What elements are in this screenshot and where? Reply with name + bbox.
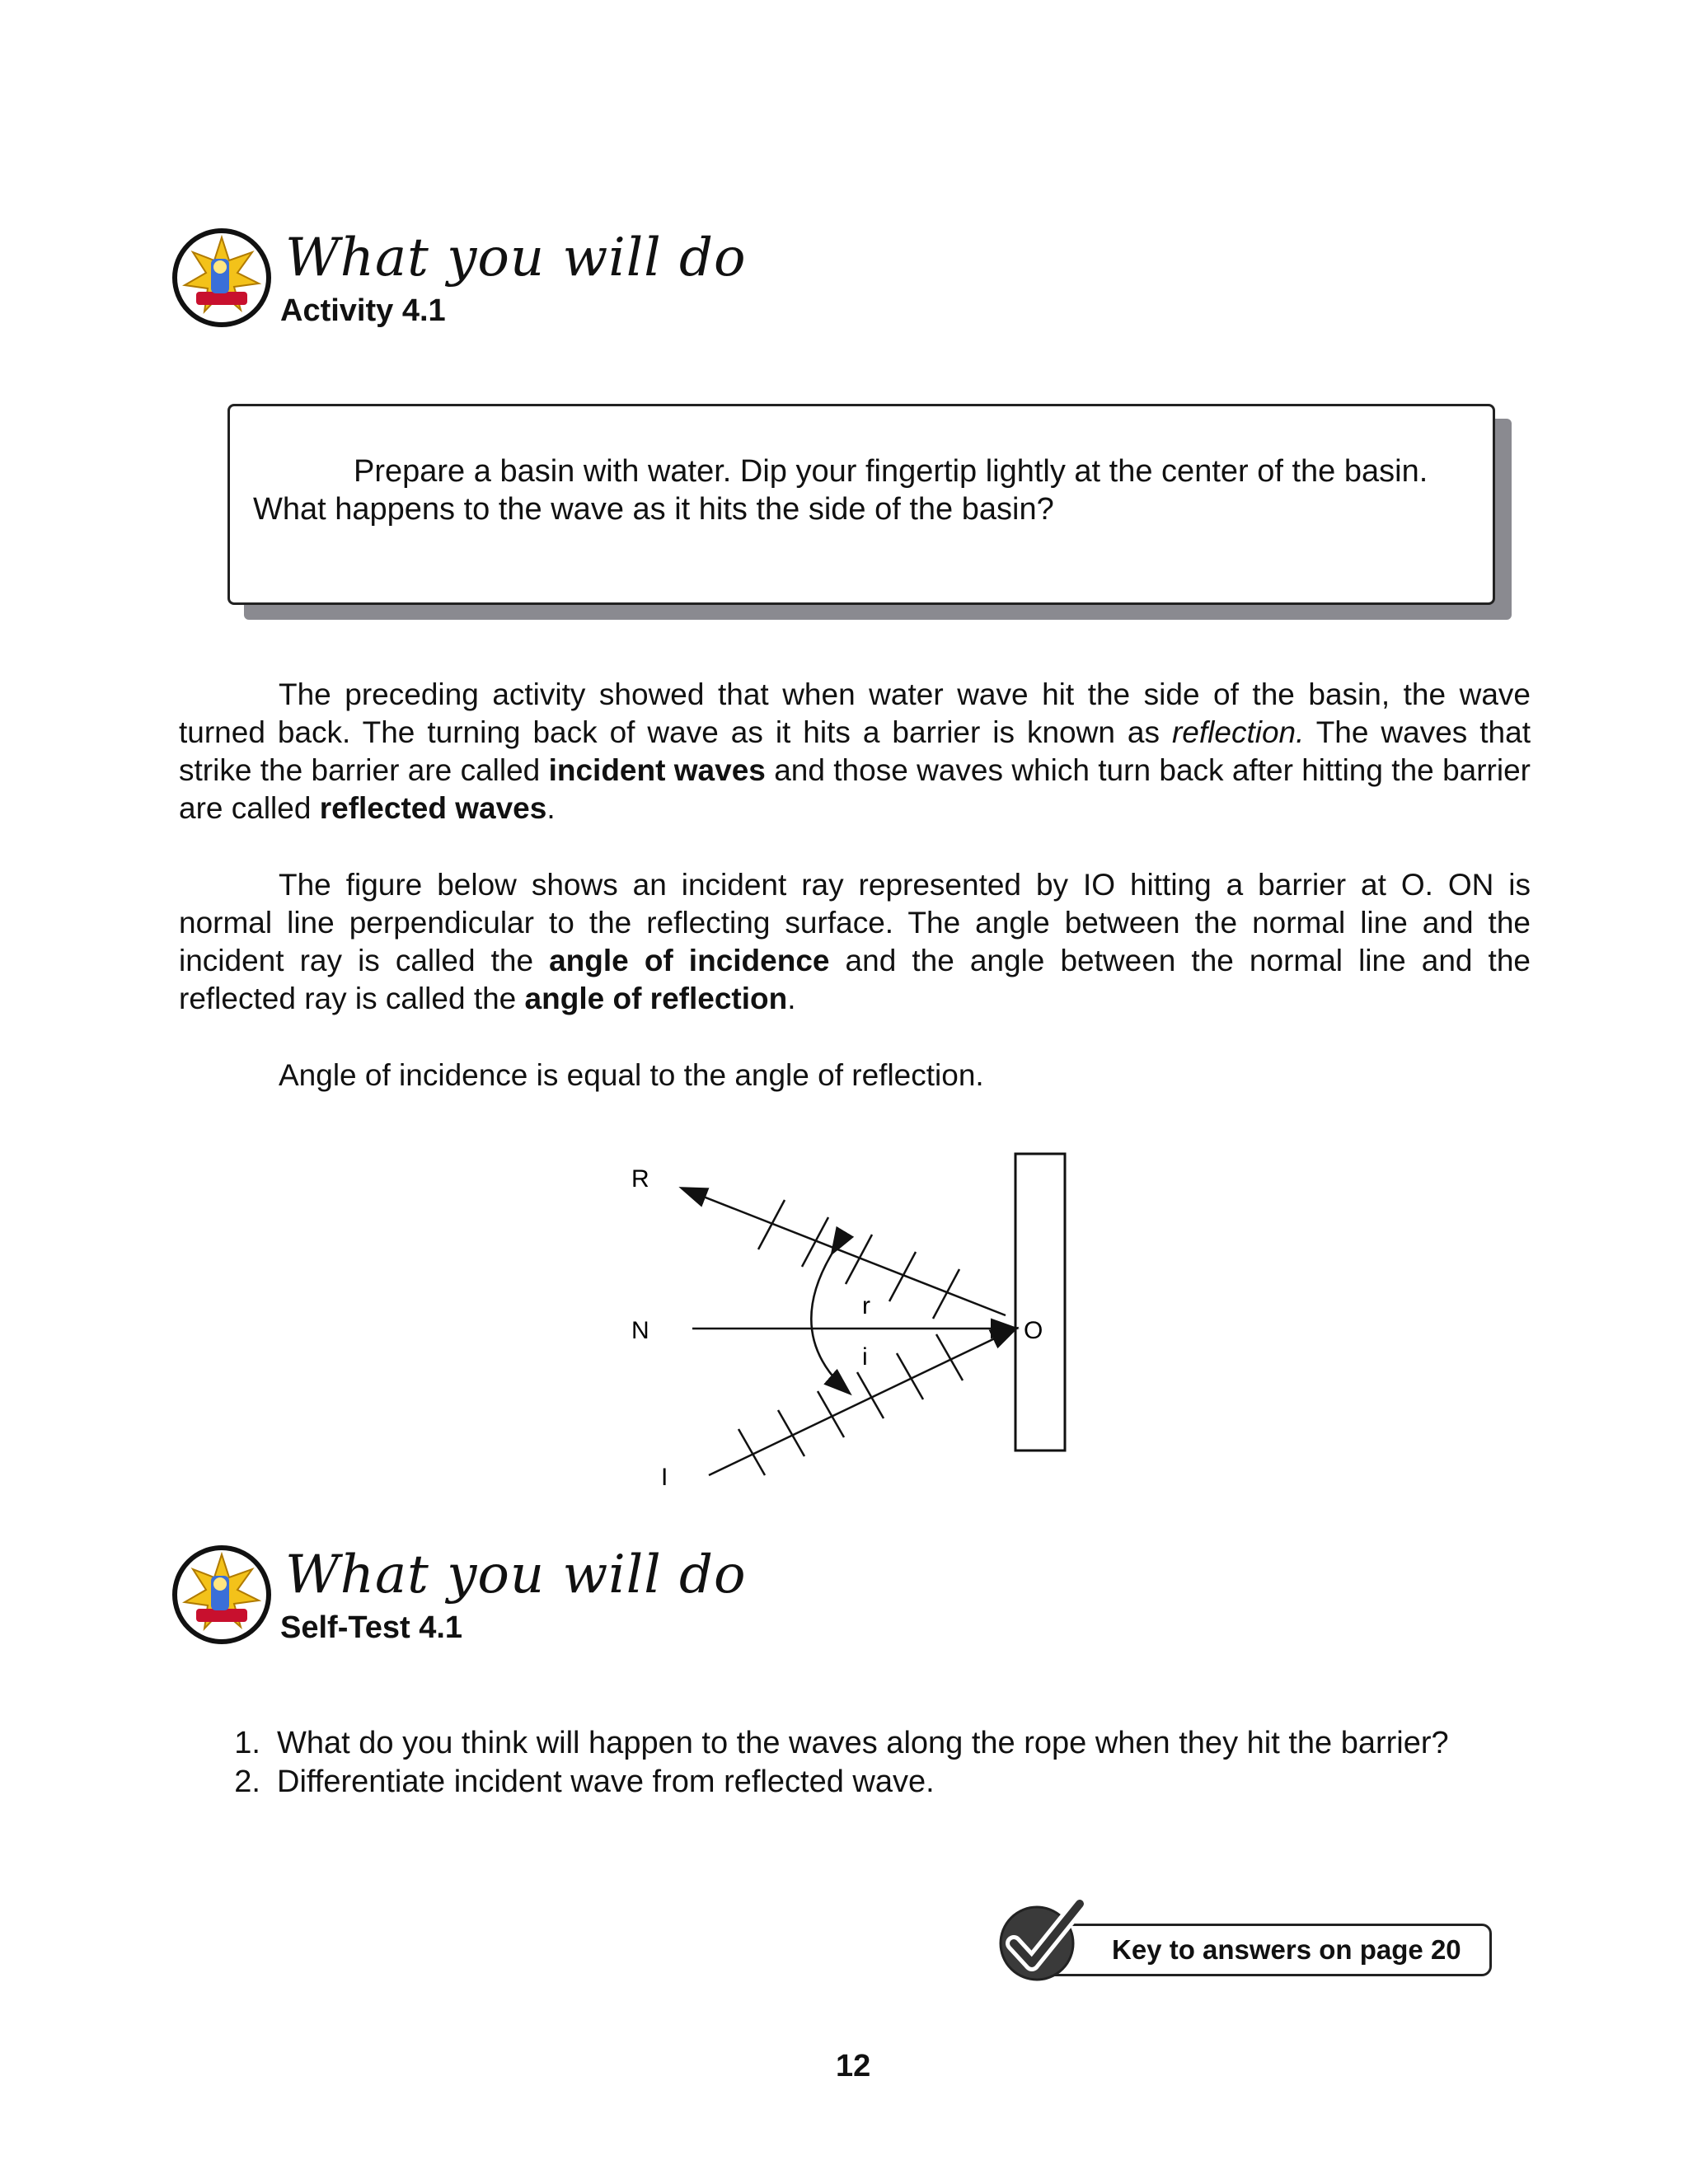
term-incident-waves: incident waves <box>548 753 766 787</box>
term-reflected-waves: reflected waves <box>319 791 547 825</box>
section-heading-script: What you will do <box>285 227 747 288</box>
paragraph-reflection <box>179 676 1531 827</box>
question-item <box>211 1763 1449 1802</box>
science-lab-logo-icon <box>171 227 272 328</box>
term-angle-of-incidence: angle of incidence <box>549 944 830 977</box>
label-N: N <box>631 1317 649 1344</box>
checkmark-icon <box>994 1892 1090 1988</box>
label-I: I <box>661 1464 668 1491</box>
label-r: r <box>862 1292 870 1319</box>
question-item <box>211 1724 1449 1763</box>
answer-key-text[interactable]: Key to answers on page 20 <box>1112 1934 1461 1965</box>
paragraph-angles <box>179 866 1531 1018</box>
label-R: R <box>631 1165 649 1193</box>
reflection-diagram <box>610 1137 1121 1508</box>
paragraph-text: . <box>787 982 796 1015</box>
science-lab-logo-icon <box>171 1544 272 1645</box>
activity-title: Activity 4.1 <box>280 293 446 328</box>
paragraph-text: and those waves which turn back after hitting the barrier are called <box>179 753 1531 825</box>
activity-box <box>227 404 1495 605</box>
incident-wavefront-ticks <box>738 1334 963 1475</box>
reflected-ray <box>682 1188 1006 1315</box>
question-number: 1. <box>234 1726 260 1760</box>
paragraph-text: The figure below shows an incident ray represented by IO hitting a barrier at O. ON is normal line perpendicular to the reflecting surface. The angle between the normal line and the incident ray is called the <box>179 868 1531 977</box>
question-text: Differentiate incident wave from reflected wave. <box>277 1765 935 1799</box>
paragraph-text: The waves that strike the barrier are called <box>179 715 1531 787</box>
section-heading-script: What you will do <box>285 1544 747 1605</box>
angle-arc <box>811 1253 849 1393</box>
self-test-title: Self-Test 4.1 <box>280 1610 463 1645</box>
label-i: i <box>862 1343 868 1371</box>
term-reflection: reflection. <box>1171 715 1305 749</box>
law-of-reflection-text: Angle of incidence is equal to the angle of reflection. <box>279 1058 984 1092</box>
barrier <box>1015 1154 1065 1451</box>
answer-key-link[interactable] <box>1027 1924 1492 1976</box>
self-test-questions <box>211 1724 1449 1802</box>
reflected-wavefront-ticks <box>758 1200 959 1319</box>
paragraph-text: . <box>546 791 556 825</box>
question-number: 2. <box>234 1765 260 1799</box>
question-text: What do you think will happen to the waves along the rope when they hit the barrier? <box>277 1726 1449 1760</box>
label-O: O <box>1024 1317 1043 1344</box>
paragraph-text: and the angle between the normal line and the reflected ray is called the <box>179 944 1531 1015</box>
activity-text: Prepare a basin with water. Dip your fingertip lightly at the center of the basin. What happens to the wave as it hits the side of the basin? <box>253 454 1428 527</box>
paragraph-text: The preceding activity showed that when water wave hit the side of the basin, the wave turned back. The turning back of wave as it hits a barrier is known as <box>179 677 1531 749</box>
page-number: 12 <box>836 2049 871 2083</box>
term-angle-of-reflection: angle of reflection <box>524 982 788 1015</box>
paragraph-law <box>179 1057 1531 1094</box>
